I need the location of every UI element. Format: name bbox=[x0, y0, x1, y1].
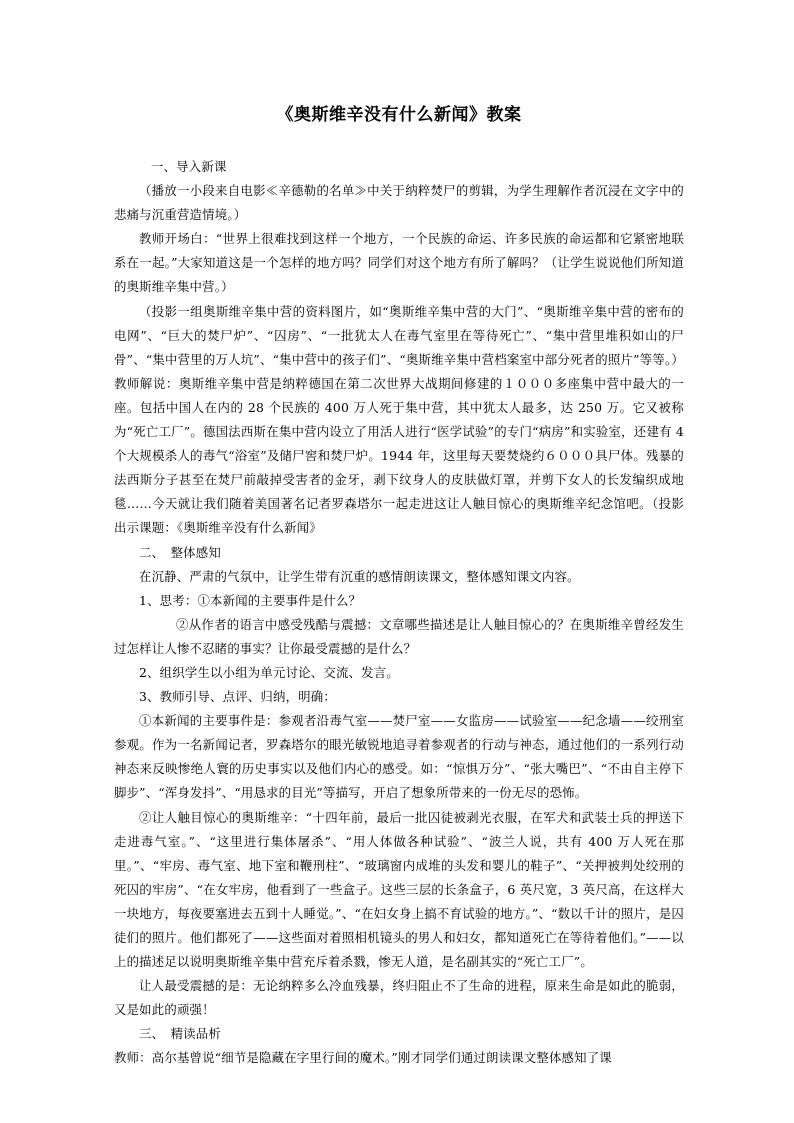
list-item: 3、教师引导、点评、归纳，明确： bbox=[139, 689, 336, 705]
paragraph: ①本新闻的主要事件是：参观者沿毒气室——焚尸室——女监房——试验室——纪念墙——绞刑室参观。作为一名新闻记者，罗森塔尔的眼光敏锐地追寻着参观者的行动与神态，通过他们的一系列行动神态来反映惨绝人寰的历史事实以及他们内心的感受。如：“惊惧万分”、“张大嘴巴”、“不由自主停下脚步”、“浑身发抖”、“用恳求的目光”等描写，开启了想象所带来的一份无尽的恐怖。 bbox=[114, 713, 684, 801]
list-item: 2、组织学生以小组为单元讨论、交流、发言。 bbox=[139, 664, 399, 680]
question-item: 1、思考：①本新闻的主要事件是什么？ bbox=[139, 592, 362, 608]
paragraph: 教师开场白：“世界上很难找到这样一个地方，一个民族的命运、许多民族的命运都和它紧密地联系在一起。”大家知道这是一个怎样的地方吗？同学们对这个地方有所了解吗？（让学生说说他们所知道的奥斯维辛集中营。） bbox=[114, 231, 684, 295]
paragraph: 教师：高尔基曾说“细节是隐藏在字里行间的魔术。”刚才同学们通过朗读课文整体感知了课 bbox=[114, 1050, 612, 1066]
section-heading-intro: 一、导入新课 bbox=[151, 159, 227, 174]
question-item bbox=[114, 613, 684, 661]
paragraph: （播放一小段来自电影≪辛德勒的名单≫中关于纳粹焚尸的剪辑，为学生理解作者沉浸在文字中的悲痛与沉重营造情境。） bbox=[114, 183, 684, 223]
paragraph: 让人最受震撼的是：无论纳粹多么冷血残暴，终归阻止不了生命的进程，原来生命是如此的脆弱，又是如此的顽强！ bbox=[114, 978, 684, 1018]
paragraph: 在沉静、严肃的气氛中，让学生带有沉重的感情朗读课文，整体感知课文内容。 bbox=[139, 568, 580, 584]
section-heading-overview: 二、 整体感知 bbox=[139, 544, 221, 560]
paragraph: ②让人触目惊心的奥斯维辛：“十四年前，最后一批囚徒被剥光衣服，在军犬和武装士兵的押送下走进毒气室。”、“这里进行集体屠杀”、“用人体做各种试验”、“波兰人说，共有 400 万人死在那里。”、“牢房、毒气室、地下室和鞭刑柱”、“玻璃窗内成堆的头发和婴儿的鞋子”、“关押被判处绞刑的死囚的牢房”、“在女牢房，他看到了一些盒子。这些三层的长条盒子，6 英尺宽，3 英尺高，在这样大一块地方，每夜要塞进去五到十人睡觉。”、“在妇女身上搞不育试验的地方。”、“数以千计的照片，是囚徒们的照片。他们都死了——这些面对着照相机镜头的男人和妇女，都知道死亡在等待着他们。”——以上的描述足以说明奥斯维辛集中营充斥着杀戮，惨无人道，是名副其实的“死亡工厂”。 bbox=[114, 809, 684, 970]
document-body bbox=[114, 155, 684, 1071]
document-title: 《奥斯维辛没有什么新闻》教案 bbox=[276, 105, 522, 125]
question-text: ②从作者的语言中感受残酷与震撼：文章哪些描述是让人触目惊心的？在奥斯维辛曾经发生过怎样让人惨不忍睹的事实？让你最受震撼的是什么？ bbox=[114, 616, 684, 656]
document-page bbox=[114, 100, 684, 1071]
section-heading-reading: 三、 精读品析 bbox=[139, 1026, 221, 1042]
paragraph: （投影一组奥斯维辛集中营的资料图片，如“奥斯维辛集中营的大门”、“奥斯维辛集中营的密布的电网”、“巨大的焚尸炉”、“囚房”、“一批犹太人在毒气室里在等待死亡”、“集中营里堆积如山的尸骨”、“集中营里的万人坑”、“集中营中的孩子们”、“奥斯维辛集中营档案室中部分死者的照片”等等。）教师解说：奥斯维辛集中营是纳粹德国在第二次世界大战期间修建的１０００多座集中营中最大的一座。包括中国人在内的 28 个民族的 400 万人死于集中营，其中犹太人最多，达 250 万。它又被称为“死亡工厂”。德国法西斯在集中营内设立了用活人进行“医学试验”的专门“病房”和实验室，还建有 4 个大规模杀人的毒气“浴室”及储尸窖和焚尸炉。1944 年，这里每天要焚烧约６０００具尸体。残暴的法西斯分子甚至在焚尸前敲掉受害者的金牙，剥下纹身人的皮肤做灯罩，并剪下女人的长发编织成地毯……今天就让我们随着美国著名记者罗森塔尔一起走进这让人触目惊心的奥斯维辛纪念馆吧。（投影出示课题：《奥斯维辛没有什么新闻》 bbox=[114, 303, 684, 536]
